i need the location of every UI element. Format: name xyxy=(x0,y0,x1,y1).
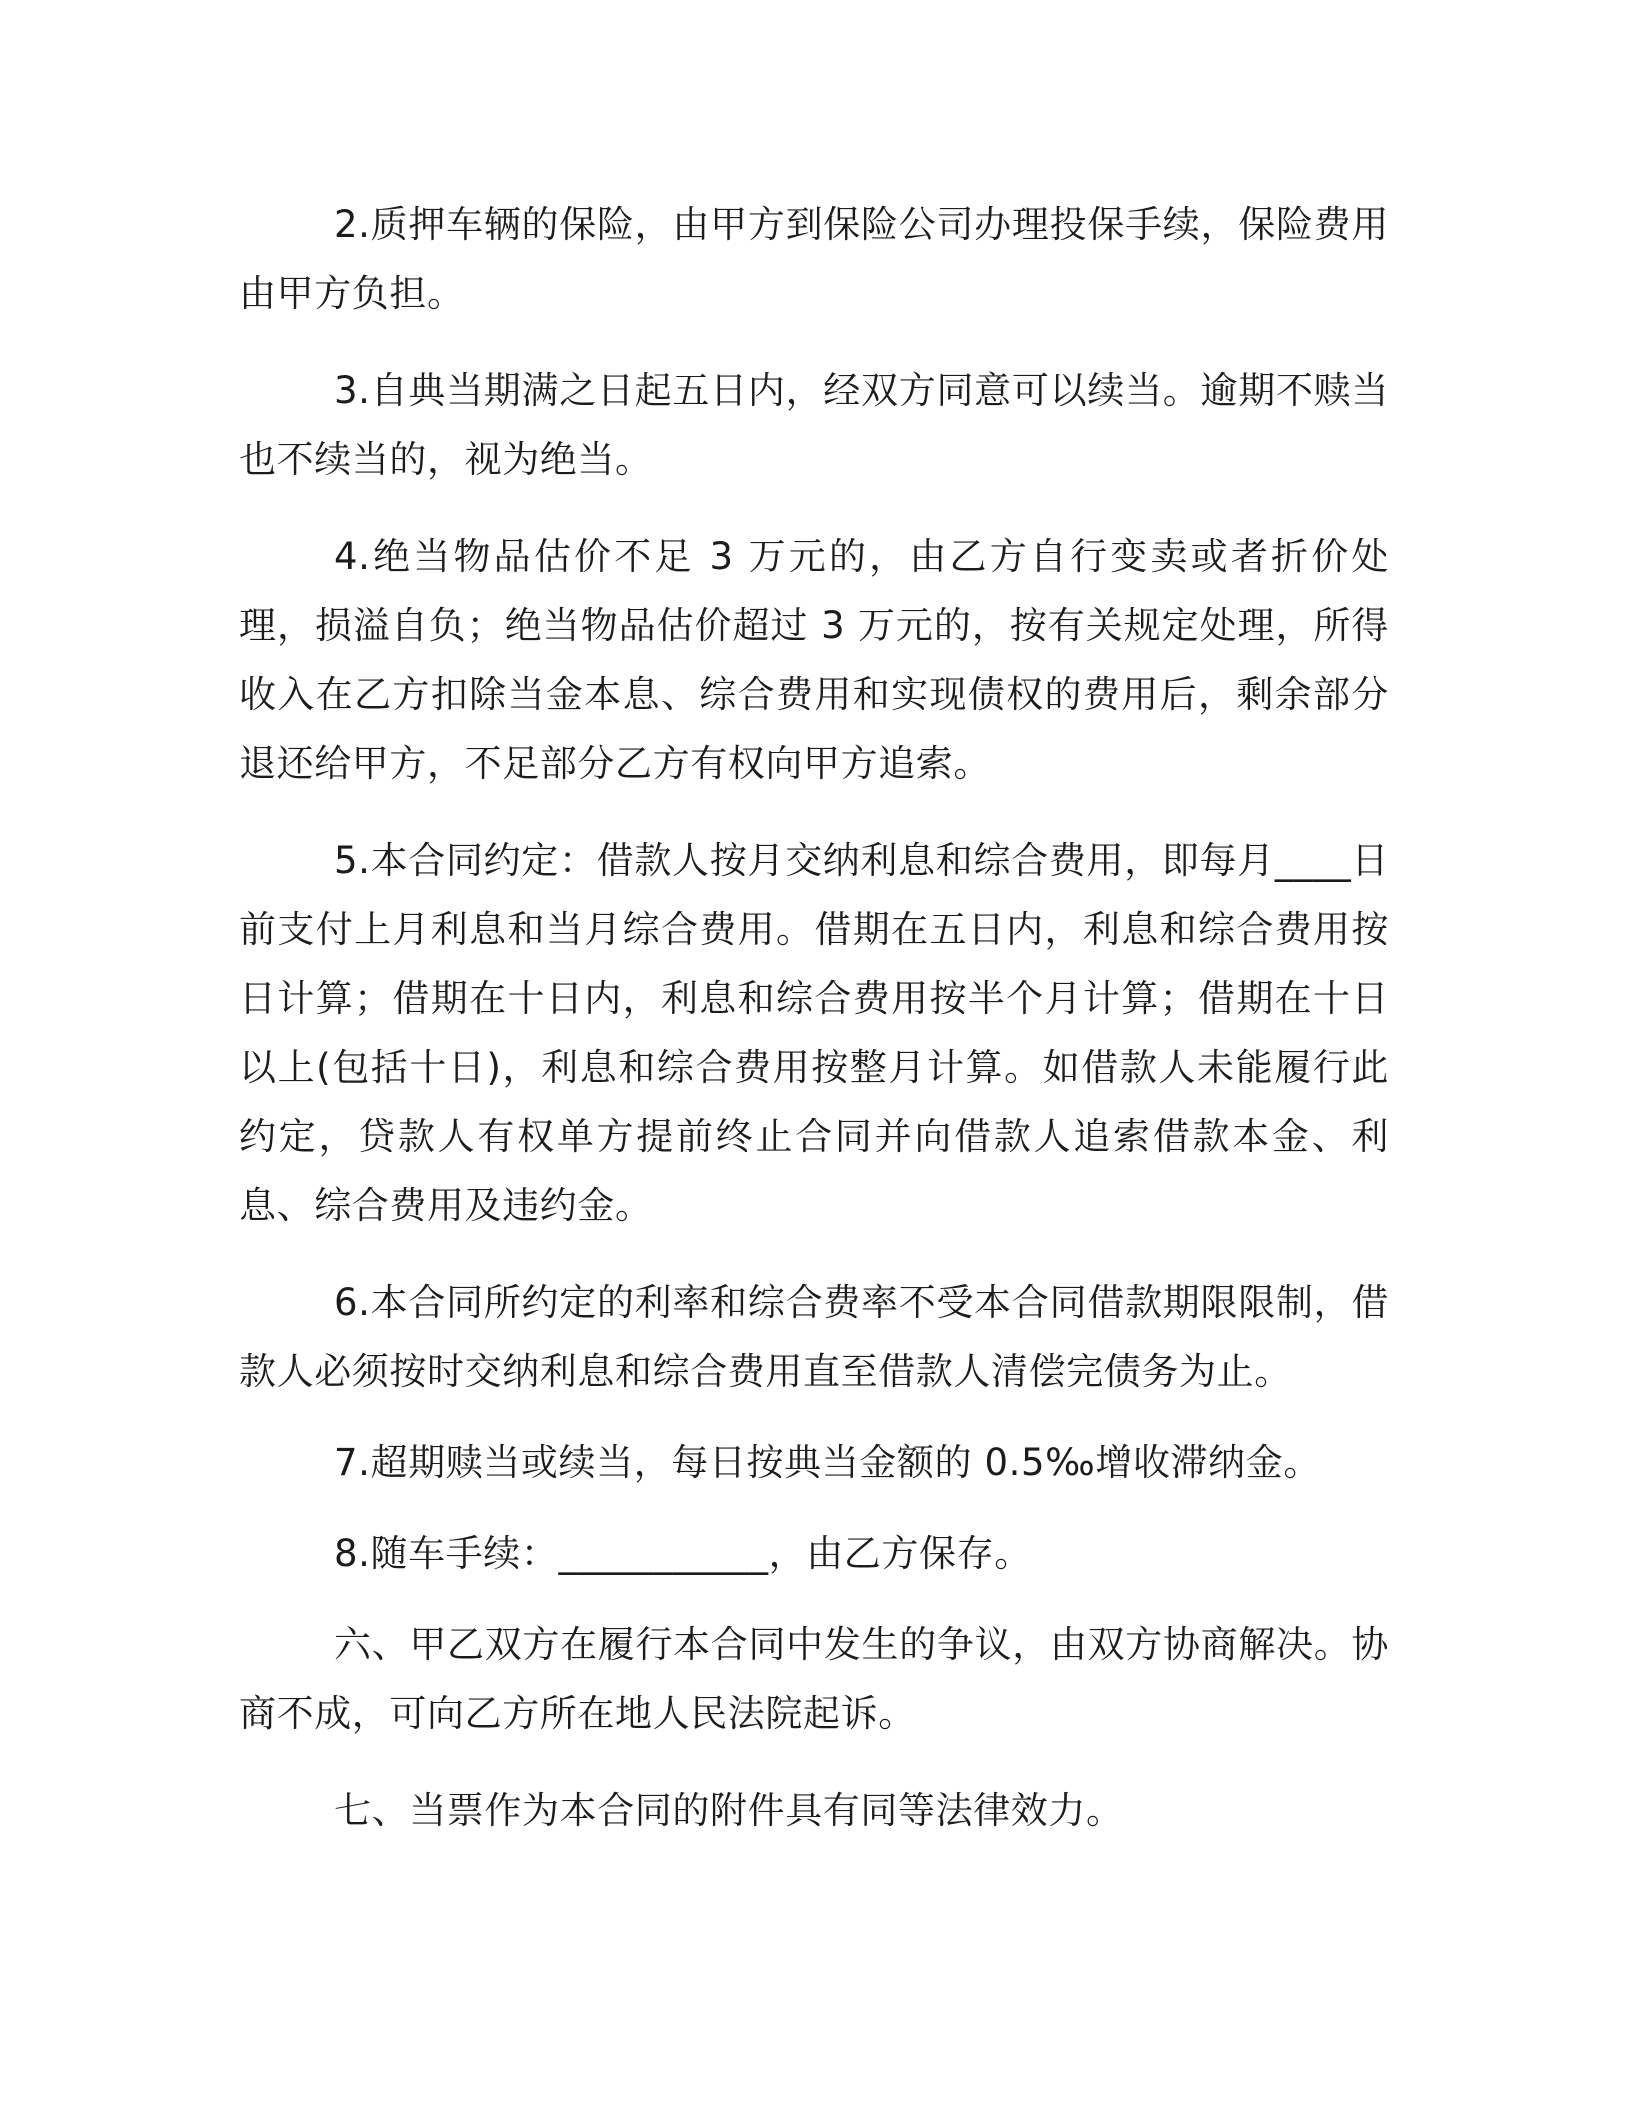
paragraph-clause-6: 6.本合同所约定的利率和综合费率不受本合同借款期限限制，借款人必须按时交纳利息和综合费用直至借款人清偿完债务为止。 xyxy=(239,1281,1389,1393)
paragraph-clause-8: 8.随车手续：___________，由乙方保存。 xyxy=(334,1532,1032,1575)
paragraph-clause-4: 4.绝当物品估价不足 3 万元的，由乙方自行变卖或者折价处理，损溢自负；绝当物品估价超过 3 万元的，按有关规定处理，所得收入在乙方扣除当金本息、综合费用和实现债权的费用后，剩余部分退还给甲方，不足部分乙方有权向甲方追索。 xyxy=(239,535,1389,785)
paragraph-clause-3: 3.自典当期满之日起五日内，经双方同意可以续当。逾期不赎当也不续当的，视为绝当。 xyxy=(239,369,1389,481)
paragraph-clause-2: 2.质押车辆的保险，由甲方到保险公司办理投保手续，保险费用由甲方负担。 xyxy=(239,203,1389,315)
document-body xyxy=(239,190,1389,1845)
paragraph-clause-7: 7.超期赎当或续当，每日按典当金额的 0.5‰增收滞纳金。 xyxy=(334,1441,1321,1484)
paragraph-clause-5: 5.本合同约定：借款人按月交纳利息和综合费用，即每月____日前支付上月利息和当月综合费用。借期在五日内，利息和综合费用按日计算；借期在十日内，利息和综合费用按半个月计算；借期在十日以上(包括十日)，利息和综合费用按整月计算。如借款人未能履行此约定，贷款人有权单方提前终止合同并向借款人追索借款本金、利息、综合费用及违约金。 xyxy=(239,839,1389,1227)
paragraph-article-7: 七、当票作为本合同的附件具有同等法律效力。 xyxy=(334,1789,1124,1832)
paragraph-article-6: 六、甲乙双方在履行本合同中发生的争议，由双方协商解决。协商不成，可向乙方所在地人民法院起诉。 xyxy=(239,1623,1389,1735)
